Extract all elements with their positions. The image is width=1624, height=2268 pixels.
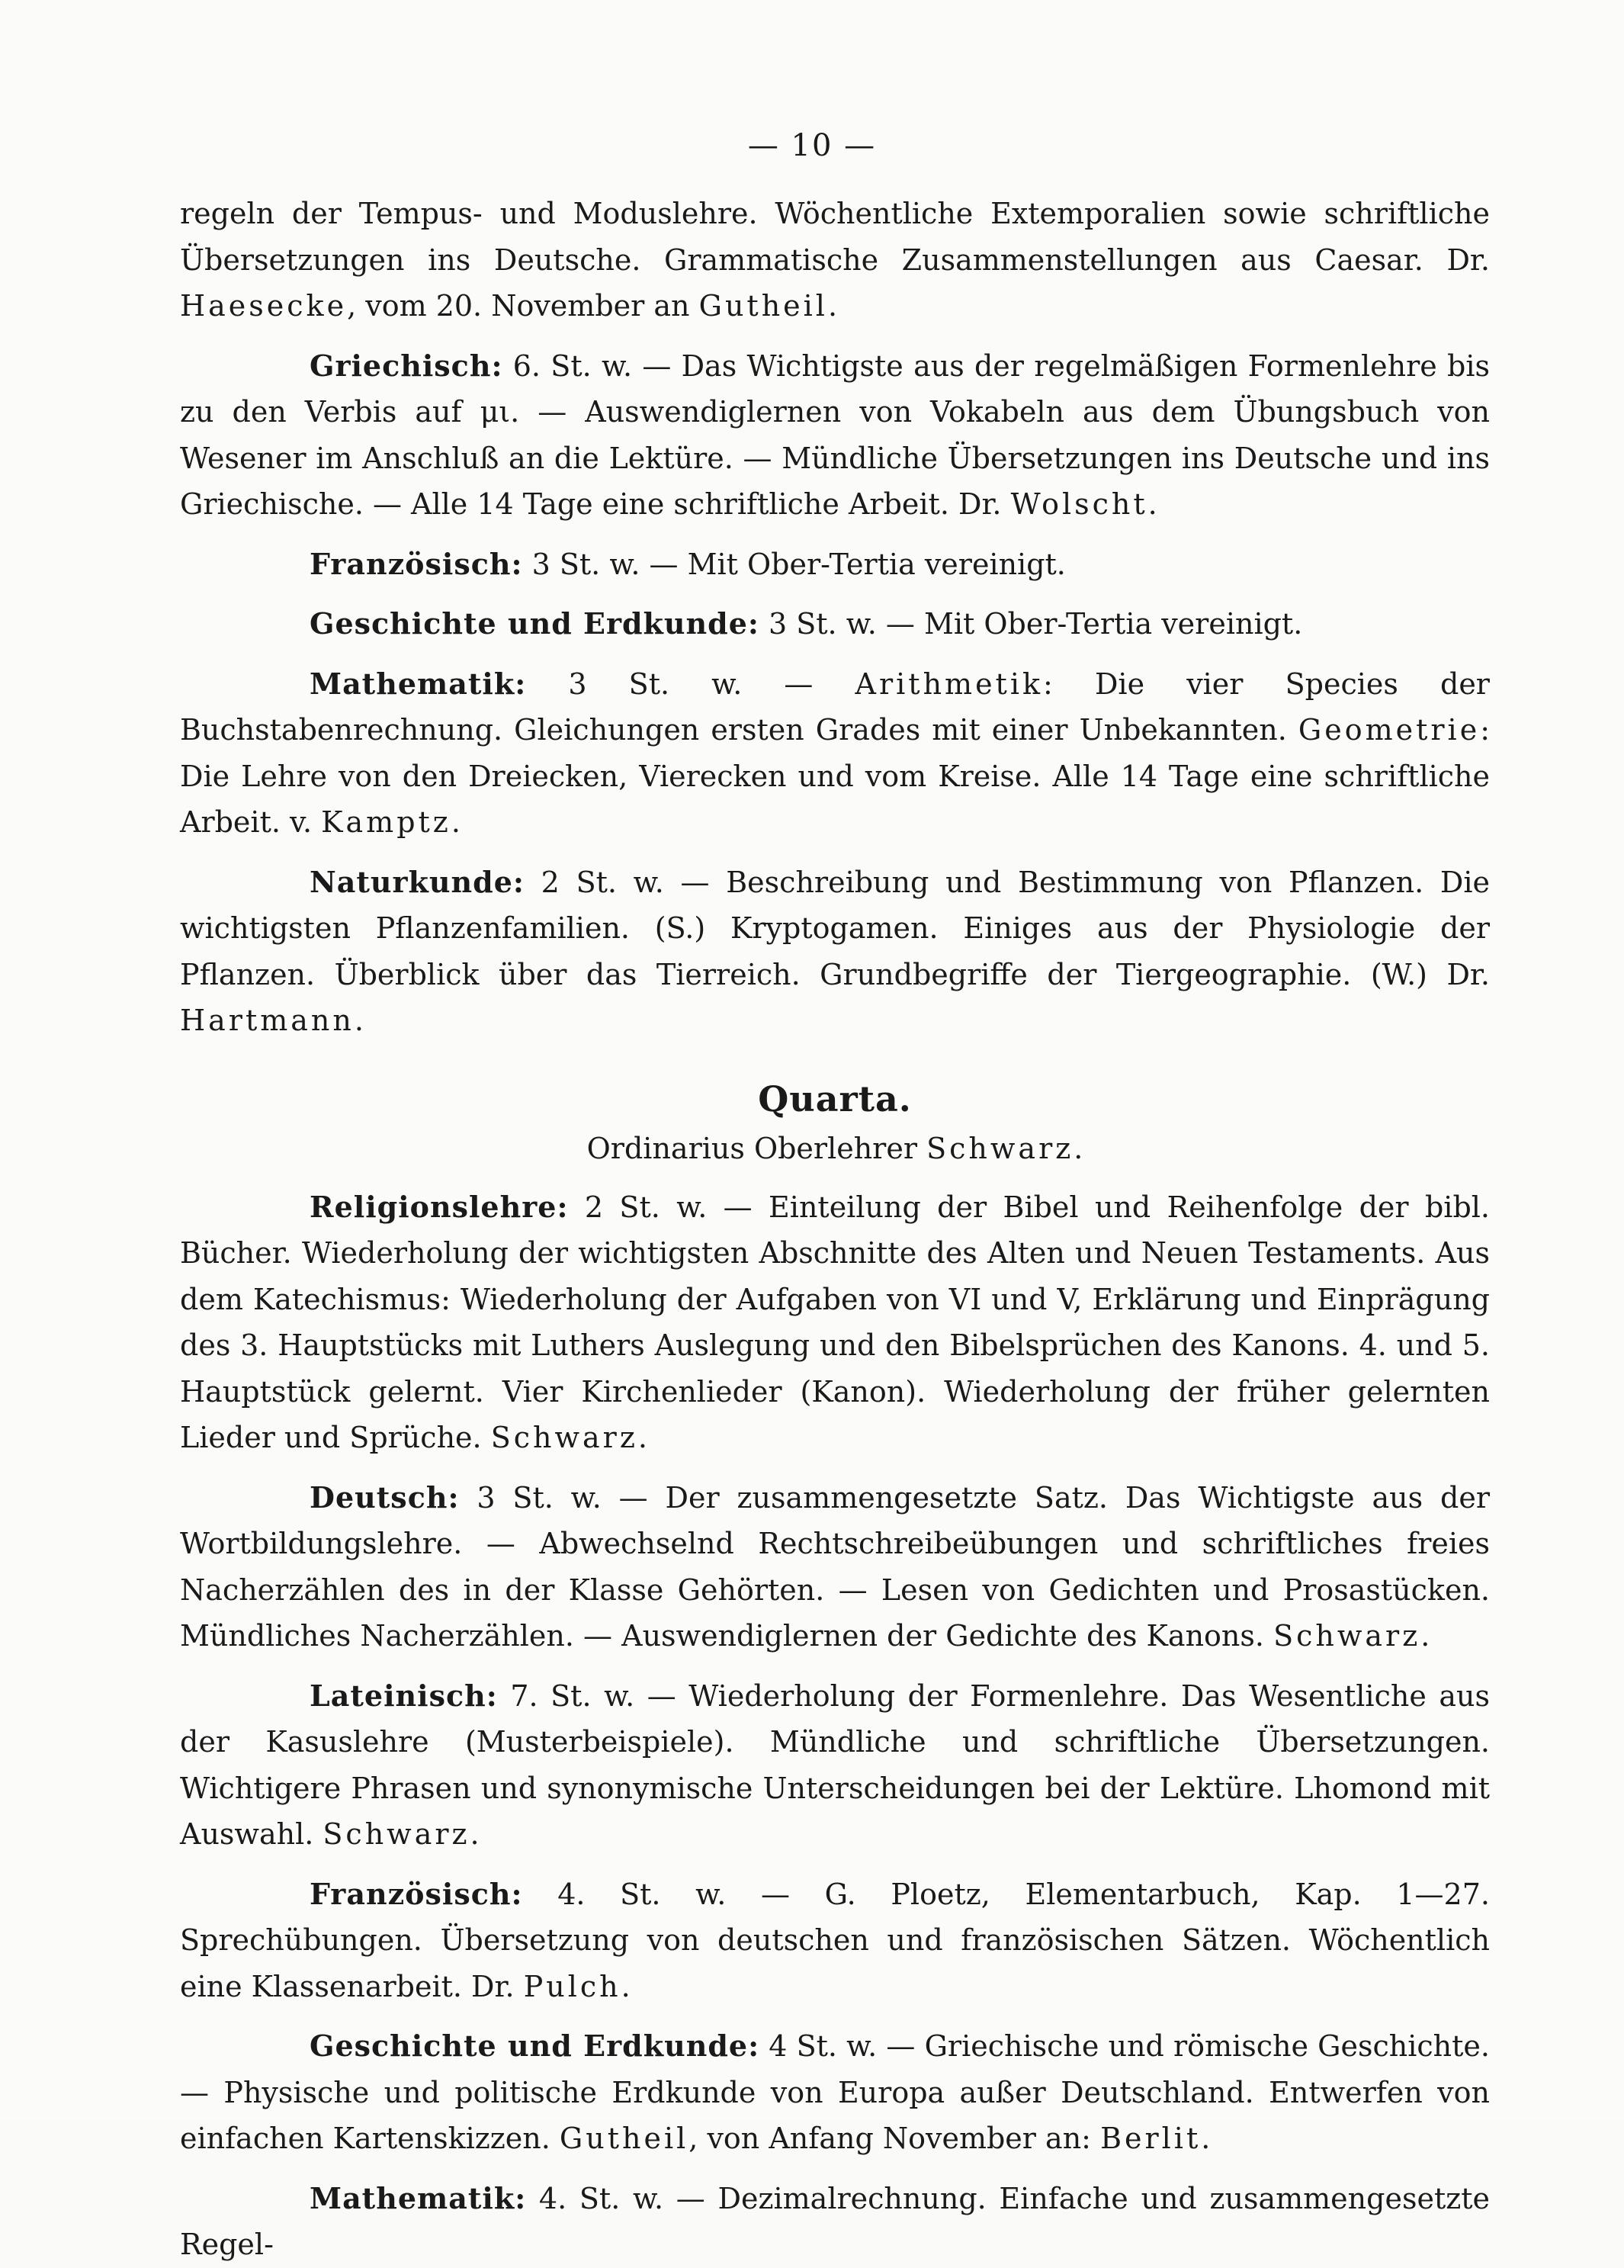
class-heading-quarta: Quarta. [758,1078,912,1120]
teacher-name: Wolscht [1010,487,1148,521]
section-religionslehre: Religionslehre: 2 St. w. — Einteilung der Bibel und Reihenfolge der bibl. Bücher. Wiederholung der wichtigsten Abschnitte des Alten und Neuen Testaments. Aus dem Katechismus: Wiederholung der Aufgaben von VI und V, Erklärung und Einprägung des 3. Hauptstücks mit Luthers Auslegung und den Bibelsprüchen des Kanons. 4. und 5. Hauptstück gelernt. Vier Kirchenlieder (Kanon). Wiederholung der früher gelernten Lieder und Sprüche. Schwarz. [180,1189,1490,1454]
page-content [180,191,1490,2268]
teacher-name: Haesecke [180,289,348,323]
section-mathematik: Mathematik: 3 St. w. — Arithmetik: Die vier Species der Buchstabenrechnung. Gleichungen ersten Grades mit einer Unbekannten. Geometrie: Die Lehre von den Dreiecken, Vierecken und vom Kreise. Alle 14 Tage eine schriftliche Arbeit. v. Kamptz. [180,666,1490,839]
teacher-name: Pulch [523,1969,621,2003]
subject-heading: Französisch: [310,546,523,581]
section-naturkunde: Naturkunde: 2 St. w. — Beschreibung und Bestimmung von Pflanzen. Die wichtigsten Pflanzenfamilien. (S.) Kryptogamen. Einiges aus der Physiologie der Pflanzen. Überblick über das Tierreich. Grundbegriffe der Tiergeographie. (W.) Dr. Hartmann. [180,864,1490,1037]
page-number: — 10 — [747,128,877,163]
subject-heading: Französisch: [310,1876,523,1911]
subject-heading: Geschichte und Erdkunde: [310,2029,760,2063]
subject-heading: Naturkunde: [310,864,525,899]
teacher-name: Schwarz [323,1817,470,1851]
section-franzoesisch: Französisch: 3 St. w. — Mit Ober-Tertia vereinigt. [310,546,1066,581]
ordinarius-line: Ordinarius Oberlehrer Schwarz. [586,1131,1083,1165]
subject-heading: Griechisch: [310,348,503,383]
section-deutsch: Deutsch: 3 St. w. — Der zusammengesetzte Satz. Das Wichtigste aus der Wortbildungslehre. — Abwechselnd Rechtschreibeübungen und schriftliches freies Nacherzählen des in der Klasse Gehörten. — Lesen von Gedichten und Prosastücken. Mündliches Nacherzählen. — Auswendiglernen der Gedichte des Kanons. Schwarz. [180,1479,1490,1653]
continuation-paragraph: regeln der Tempus- und Moduslehre. Wöchentliche Extemporalien sowie schriftliche Übersetzungen ins Deutsche. Grammatische Zusammenstellungen aus Caesar. Dr. Haesecke, vom 20. November an Gutheil. [180,197,1490,323]
subtopic-label: Arithmetik [855,667,1044,701]
subject-heading: Mathematik: [310,666,527,701]
section-lateinisch: Lateinisch: 7. St. w. — Wiederholung der Formenlehre. Das Wesentliche aus der Kasuslehre (Musterbeispiele). Mündliche und schriftliche Übersetzungen. Wichtigere Phrasen und synonymische Unterscheidungen bei der Lektüre. Lhomond mit Auswahl. Schwarz. [180,1678,1490,1851]
section-geschichte-erdkunde: Geschichte und Erdkunde: 3 St. w. — Mit Ober-Tertia vereinigt. [310,606,1303,641]
subject-heading: Deutsch: [310,1479,460,1515]
subject-heading: Geschichte und Erdkunde: [310,606,759,641]
section-mathematik-quarta: Mathematik: 4. St. w. — Dezimalrechnung. Einfache und zusammengesetzte Regel- [180,2180,1490,2261]
subject-heading: Mathematik: [310,2180,527,2215]
teacher-name: Schwarz [1273,1619,1421,1653]
subject-heading: Religionslehre: [310,1189,569,1224]
teacher-name: Berlit [1100,2122,1202,2155]
section-franzoesisch-quarta: Französisch: 4. St. w. — G. Ploetz, Elementarbuch, Kap. 1—27. Sprechübungen. Übersetzung von deutschen und französischen Sätzen. Wöchentlich eine Klassenarbeit. Dr. Pulch. [180,1876,1490,2003]
section-geschichte-erdkunde-quarta: Geschichte und Erdkunde: 4 St. w. — Griechische und römische Geschichte. — Physische und politische Erdkunde von Europa außer Deutschland. Entwerfen von einfachen Kartenskizzen. Gutheil, von Anfang November an: Berlit. [180,2029,1490,2155]
teacher-name: Hartmann [180,1004,355,1037]
teacher-name: Kamptz [321,805,451,839]
subject-heading: Lateinisch: [310,1678,498,1713]
teacher-name: Gutheil [559,2122,689,2155]
section-griechisch: Griechisch: 6. St. w. — Das Wichtigste aus der regelmäßigen Formenlehre bis zu den Verbis auf μι. — Auswendiglernen von Vokabeln aus dem Übungsbuch von Wesener im Anschluß an die Lektüre. — Mündliche Übersetzungen ins Deutsche und ins Griechische. — Alle 14 Tage eine schriftliche Arbeit. Dr. Wolscht. [180,348,1490,521]
teacher-name: Gutheil [698,289,828,323]
teacher-name: Schwarz [490,1421,638,1454]
subtopic-label: Geometrie [1298,713,1481,747]
teacher-name: Schwarz [926,1131,1074,1165]
